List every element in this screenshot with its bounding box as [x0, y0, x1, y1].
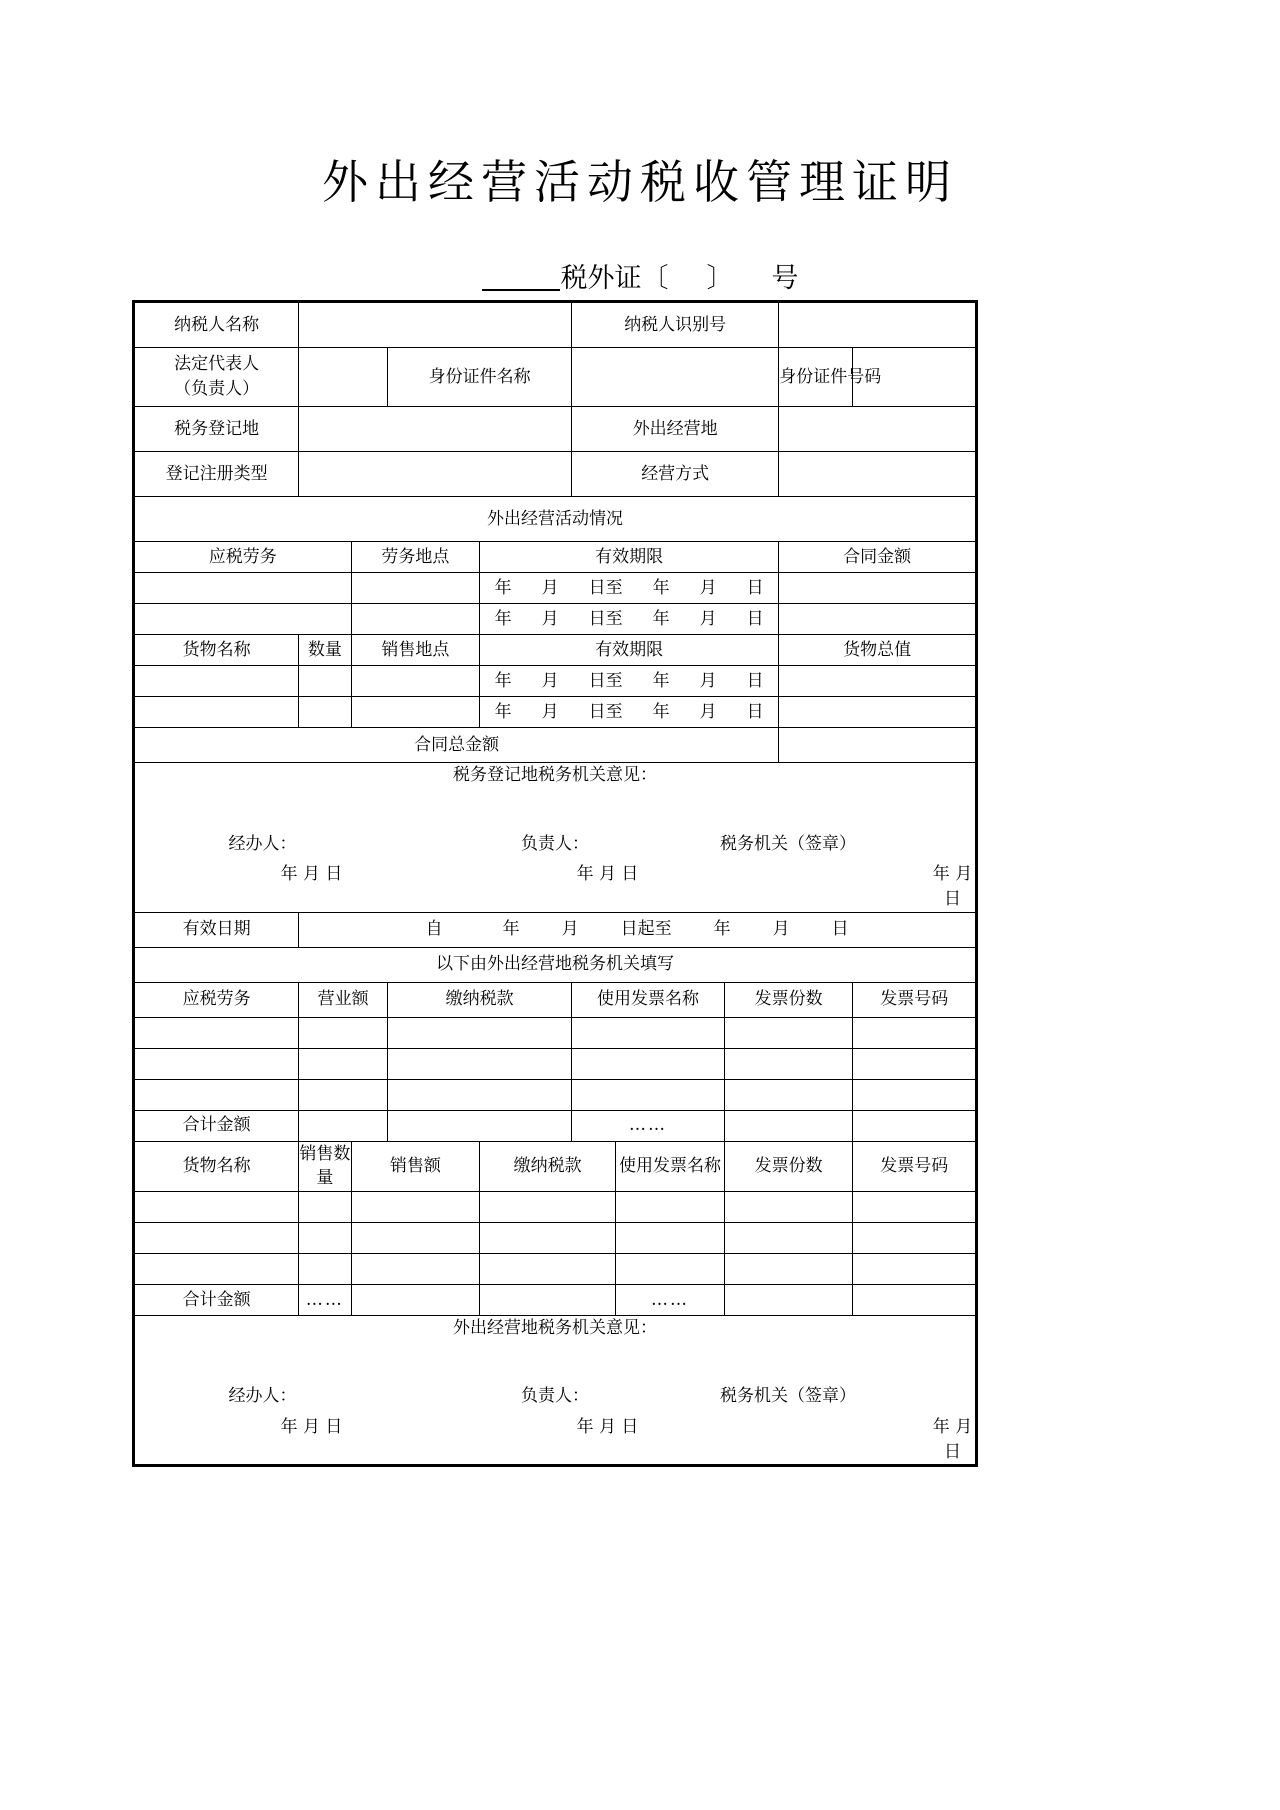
- table-row-outbound-goods-3: [134, 1253, 977, 1284]
- table-row-legal-representative: [134, 348, 977, 407]
- field-outbound-business-place[interactable]: [779, 407, 977, 452]
- field-outbound-turnover-3[interactable]: [299, 1079, 388, 1110]
- field-service-name-1[interactable]: [134, 573, 352, 604]
- month-token-2: 月: [772, 919, 790, 940]
- certificate-label: 税外证: [560, 263, 642, 294]
- outbound-authority-date-line[interactable]: 年 月 日: [932, 1417, 973, 1462]
- field-outbound-turnover-1[interactable]: [299, 1017, 388, 1048]
- field-outbound-goods-invoice-count-3[interactable]: [724, 1253, 853, 1284]
- field-outbound-invoice-no-2[interactable]: [853, 1048, 977, 1079]
- field-outbound-goods-invoice-name-2[interactable]: [616, 1222, 725, 1253]
- year-token-2: 年: [652, 577, 670, 598]
- section-title-activity: 外出经营活动情况: [134, 497, 977, 542]
- field-service-place-2[interactable]: [351, 604, 480, 635]
- label-taxpayer-name: 纳税人名称: [134, 302, 299, 348]
- field-outbound-invoice-count-1[interactable]: [724, 1017, 853, 1048]
- table-row-outbound-section-title: [134, 947, 977, 982]
- field-validity-date[interactable]: [299, 912, 977, 947]
- day-token-2: 日: [746, 701, 764, 722]
- table-row-contract-total: [134, 728, 977, 763]
- table-row-registration-type: [134, 452, 977, 497]
- page-title: 外出经营活动税收管理证明: [322, 155, 958, 209]
- label-contract-total: 合同总金额: [134, 728, 779, 763]
- table-row-activity-section-title: [134, 497, 977, 542]
- month-token: 月: [541, 701, 559, 722]
- field-outbound-invoice-count-3[interactable]: [724, 1079, 853, 1110]
- field-outbound-goods-total-sales[interactable]: [351, 1284, 480, 1315]
- field-goods-name-2[interactable]: [134, 697, 299, 728]
- table-row-outbound-service-1: [134, 1017, 977, 1048]
- field-registration-type[interactable]: [299, 452, 572, 497]
- month-token-2: 月: [699, 577, 717, 598]
- day-to-token: 日至: [588, 701, 623, 722]
- label-outbound-business-place: 外出经营地: [572, 407, 779, 452]
- certificate-prefix-blank[interactable]: [482, 289, 560, 291]
- label-outbound-opinion-title: 外出经营地税务机关意见：: [453, 1317, 657, 1338]
- label-id-document-number: 身份证件号码: [779, 348, 853, 407]
- field-outbound-goods-total-invoice-count[interactable]: [724, 1284, 853, 1315]
- header-outbound-turnover: 营业额: [299, 982, 388, 1017]
- field-service-period-1[interactable]: [480, 573, 779, 604]
- label-id-document-name: 身份证件名称: [388, 348, 572, 407]
- field-outbound-goods-total-invoice-name: ……: [616, 1284, 725, 1315]
- field-outbound-service-3[interactable]: [134, 1079, 299, 1110]
- registration-authority-opinion: [134, 763, 977, 913]
- header-outbound-goods-invoice-no: 发票号码: [853, 1141, 977, 1191]
- field-goods-total-1[interactable]: [779, 666, 977, 697]
- field-outbound-goods-sales-2[interactable]: [351, 1222, 480, 1253]
- field-outbound-tax-1[interactable]: [388, 1017, 572, 1048]
- field-outbound-invoice-name-1[interactable]: [572, 1017, 725, 1048]
- field-outbound-goods-invoice-no-1[interactable]: [853, 1191, 977, 1222]
- field-outbound-goods-invoice-count-1[interactable]: [724, 1191, 853, 1222]
- field-outbound-tax-3[interactable]: [388, 1079, 572, 1110]
- header-outbound-tax-paid: 缴纳税款: [388, 982, 572, 1017]
- label-outbound-tax-authority-seal[interactable]: 税务机关（签章）: [720, 1386, 856, 1407]
- month-token-2: 月: [699, 701, 717, 722]
- table-row-outbound-goods-1: [134, 1191, 977, 1222]
- year-token-2: 年: [652, 608, 670, 629]
- field-outbound-service-2[interactable]: [134, 1048, 299, 1079]
- field-outbound-goods-invoice-count-2[interactable]: [724, 1222, 853, 1253]
- field-outbound-goods-tax-2[interactable]: [480, 1222, 616, 1253]
- year-token: 年: [494, 670, 512, 691]
- label-outbound-handler[interactable]: 经办人：: [228, 1386, 297, 1407]
- table-row-outbound-service-2: [134, 1048, 977, 1079]
- field-outbound-services-total-turnover[interactable]: [299, 1110, 388, 1141]
- field-outbound-goods-invoice-name-1[interactable]: [616, 1191, 725, 1222]
- bracket-open: 〔: [641, 263, 669, 294]
- header-outbound-service: 应税劳务: [134, 982, 299, 1017]
- year-token: 年: [494, 608, 512, 629]
- month-token: 月: [561, 919, 579, 940]
- label-registration-opinion-title: 税务登记地税务机关意见：: [453, 765, 657, 785]
- field-outbound-invoice-count-2[interactable]: [724, 1048, 853, 1079]
- day-from-to-token: 日起至: [620, 919, 672, 940]
- field-outbound-goods-sales-1[interactable]: [351, 1191, 480, 1222]
- field-outbound-tax-2[interactable]: [388, 1048, 572, 1079]
- month-token: 月: [541, 577, 559, 598]
- table-row-outbound-goods-2: [134, 1222, 977, 1253]
- table-row-service-2: [134, 604, 977, 635]
- field-outbound-invoice-no-1[interactable]: [853, 1017, 977, 1048]
- label-tax-authority-seal[interactable]: 税务机关（签章）: [720, 833, 856, 854]
- table-row-outbound-goods-total: [134, 1284, 977, 1315]
- label-principal[interactable]: 负责人：: [521, 833, 589, 854]
- field-goods-place-1[interactable]: [351, 666, 480, 697]
- field-goods-period-2[interactable]: [480, 697, 779, 728]
- table-row-outbound-service-3: [134, 1079, 977, 1110]
- year-token-2: 年: [652, 701, 670, 722]
- table-row-outbound-opinion: [134, 1315, 977, 1466]
- number-suffix: 号: [771, 263, 799, 294]
- principal-date-line[interactable]: 年 月 日: [576, 864, 639, 885]
- label-taxpayer-id: 纳税人识别号: [572, 302, 779, 348]
- field-goods-qty-1[interactable]: [299, 666, 351, 697]
- section-title-outbound: 以下由外出经营地税务机关填写: [134, 947, 977, 982]
- field-outbound-goods-invoice-name-3[interactable]: [616, 1253, 725, 1284]
- table-row-outbound-services-header: [134, 982, 977, 1017]
- field-goods-period-1[interactable]: [480, 666, 779, 697]
- label-handler[interactable]: 经办人：: [228, 833, 297, 854]
- field-goods-qty-2[interactable]: [299, 697, 351, 728]
- header-goods-name: 货物名称: [134, 635, 299, 666]
- label-legal-representative-line2: （负责人）: [174, 379, 260, 399]
- day-token-2: 日: [746, 577, 764, 598]
- table-row-goods-1: [134, 666, 977, 697]
- header-service-place: 劳务地点: [351, 542, 480, 573]
- field-outbound-goods-qty-3[interactable]: [299, 1253, 351, 1284]
- field-outbound-goods-invoice-no-3[interactable]: [853, 1253, 977, 1284]
- field-contract-amount-1[interactable]: [779, 573, 977, 604]
- field-goods-place-2[interactable]: [351, 697, 480, 728]
- header-goods-period: 有效期限: [480, 635, 779, 666]
- outbound-signature-row: [135, 1384, 975, 1409]
- outbound-authority-opinion: [134, 1315, 977, 1466]
- field-outbound-invoice-no-3[interactable]: [853, 1079, 977, 1110]
- day-to-token: 日至: [588, 670, 623, 691]
- day-to-token: 日至: [588, 577, 623, 598]
- table-row-service-1: [134, 573, 977, 604]
- outbound-date-row: [135, 1415, 975, 1464]
- header-goods-sale-place: 销售地点: [351, 635, 480, 666]
- header-contract-amount: 合同金额: [779, 542, 977, 573]
- header-outbound-invoice-name: 使用发票名称: [572, 982, 725, 1017]
- field-outbound-goods-total-tax[interactable]: [480, 1284, 616, 1315]
- outbound-principal-date-line[interactable]: 年 月 日: [576, 1417, 639, 1438]
- label-registration-type: 登记注册类型: [134, 452, 299, 497]
- year-token-2: 年: [652, 670, 670, 691]
- field-id-document-name[interactable]: [572, 348, 779, 407]
- field-outbound-goods-name-3[interactable]: [134, 1253, 299, 1284]
- year-token-2: 年: [713, 919, 731, 940]
- field-outbound-goods-tax-1[interactable]: [480, 1191, 616, 1222]
- table-row-taxpayer-name: [134, 302, 977, 348]
- field-legal-representative[interactable]: [299, 348, 388, 407]
- header-outbound-goods-tax: 缴纳税款: [480, 1141, 616, 1191]
- field-contract-amount-2[interactable]: [779, 604, 977, 635]
- label-outbound-principal[interactable]: 负责人：: [521, 1386, 589, 1407]
- field-outbound-services-total-invoice-name: ……: [572, 1110, 725, 1141]
- certificate-number-line: [0, 256, 1280, 295]
- field-service-name-2[interactable]: [134, 604, 352, 635]
- year-token: 年: [494, 701, 512, 722]
- field-service-period-2[interactable]: [480, 604, 779, 635]
- day-token-2: 日: [746, 608, 764, 629]
- field-goods-total-2[interactable]: [779, 697, 977, 728]
- header-outbound-goods-qty: 销售数量: [299, 1141, 351, 1191]
- header-outbound-goods-sales: 销售额: [351, 1141, 480, 1191]
- table-row-validity-date: [134, 912, 977, 947]
- month-token: 月: [541, 670, 559, 691]
- handler-date-line[interactable]: 年 月 日: [280, 864, 343, 885]
- month-token-2: 月: [699, 608, 717, 629]
- registration-date-row: [135, 862, 975, 911]
- field-tax-registration-place[interactable]: [299, 407, 572, 452]
- year-token: 年: [494, 577, 512, 598]
- field-outbound-goods-name-2[interactable]: [134, 1222, 299, 1253]
- field-outbound-services-total-tax[interactable]: [388, 1110, 572, 1141]
- table-row-registration-opinion: [134, 763, 977, 913]
- label-outbound-services-total: 合计金额: [134, 1110, 299, 1141]
- field-taxpayer-name[interactable]: [299, 302, 572, 348]
- header-goods-total-value: 货物总值: [779, 635, 977, 666]
- field-outbound-goods-invoice-no-2[interactable]: [853, 1222, 977, 1253]
- label-validity-date: 有效日期: [134, 912, 299, 947]
- field-business-mode[interactable]: [779, 452, 977, 497]
- header-outbound-goods-name: 货物名称: [134, 1141, 299, 1191]
- field-service-place-1[interactable]: [351, 573, 480, 604]
- header-outbound-invoice-count: 发票份数: [724, 982, 853, 1017]
- field-outbound-invoice-name-2[interactable]: [572, 1048, 725, 1079]
- field-outbound-goods-sales-3[interactable]: [351, 1253, 480, 1284]
- field-outbound-goods-name-1[interactable]: [134, 1191, 299, 1222]
- table-row-services-header: [134, 542, 977, 573]
- bracket-close: 〕: [706, 263, 734, 294]
- header-service-period: 有效期限: [480, 542, 779, 573]
- field-outbound-goods-total-qty: ……: [299, 1284, 351, 1315]
- day-token-2: 日: [746, 670, 764, 691]
- day-token-2: 日: [831, 919, 849, 940]
- header-outbound-invoice-no: 发票号码: [853, 982, 977, 1017]
- field-outbound-services-total-invoice-count[interactable]: [724, 1110, 853, 1141]
- field-outbound-service-1[interactable]: [134, 1017, 299, 1048]
- day-to-token: 日至: [588, 608, 623, 629]
- label-legal-representative-line1: 法定代表人: [174, 354, 260, 375]
- label-tax-registration-place: 税务登记地: [134, 407, 299, 452]
- header-taxable-service: 应税劳务: [134, 542, 352, 573]
- label-legal-representative: [134, 348, 299, 407]
- field-outbound-goods-qty-1[interactable]: [299, 1191, 351, 1222]
- registration-signature-row: [135, 832, 975, 857]
- label-business-mode: 经营方式: [572, 452, 779, 497]
- table-row-outbound-goods-header: [134, 1141, 977, 1191]
- outbound-handler-date-line[interactable]: 年 月 日: [280, 1417, 343, 1438]
- field-goods-name-1[interactable]: [134, 666, 299, 697]
- field-contract-total[interactable]: [779, 728, 977, 763]
- table-row-goods-header: [134, 635, 977, 666]
- field-taxpayer-id[interactable]: [779, 302, 977, 348]
- month-token: 月: [541, 608, 559, 629]
- field-outbound-goods-total-invoice-no[interactable]: [853, 1284, 977, 1315]
- table-row-outbound-services-total: [134, 1110, 977, 1141]
- header-goods-qty: 数量: [299, 635, 351, 666]
- month-token-2: 月: [699, 670, 717, 691]
- label-outbound-goods-total: 合计金额: [134, 1284, 299, 1315]
- field-outbound-goods-qty-2[interactable]: [299, 1222, 351, 1253]
- field-outbound-goods-tax-3[interactable]: [480, 1253, 616, 1284]
- year-token: 年: [502, 919, 520, 940]
- table-row-goods-2: [134, 697, 977, 728]
- field-outbound-turnover-2[interactable]: [299, 1048, 388, 1079]
- header-outbound-goods-invoice-name: 使用发票名称: [616, 1141, 725, 1191]
- authority-date-line[interactable]: 年 月 日: [932, 864, 973, 909]
- field-outbound-invoice-name-3[interactable]: [572, 1079, 725, 1110]
- field-outbound-services-total-invoice-no[interactable]: [853, 1110, 977, 1141]
- from-token: 自: [425, 919, 443, 940]
- tax-certificate-table: [132, 300, 978, 1467]
- table-row-registration-place: [134, 407, 977, 452]
- header-outbound-goods-invoice-count: 发票份数: [724, 1141, 853, 1191]
